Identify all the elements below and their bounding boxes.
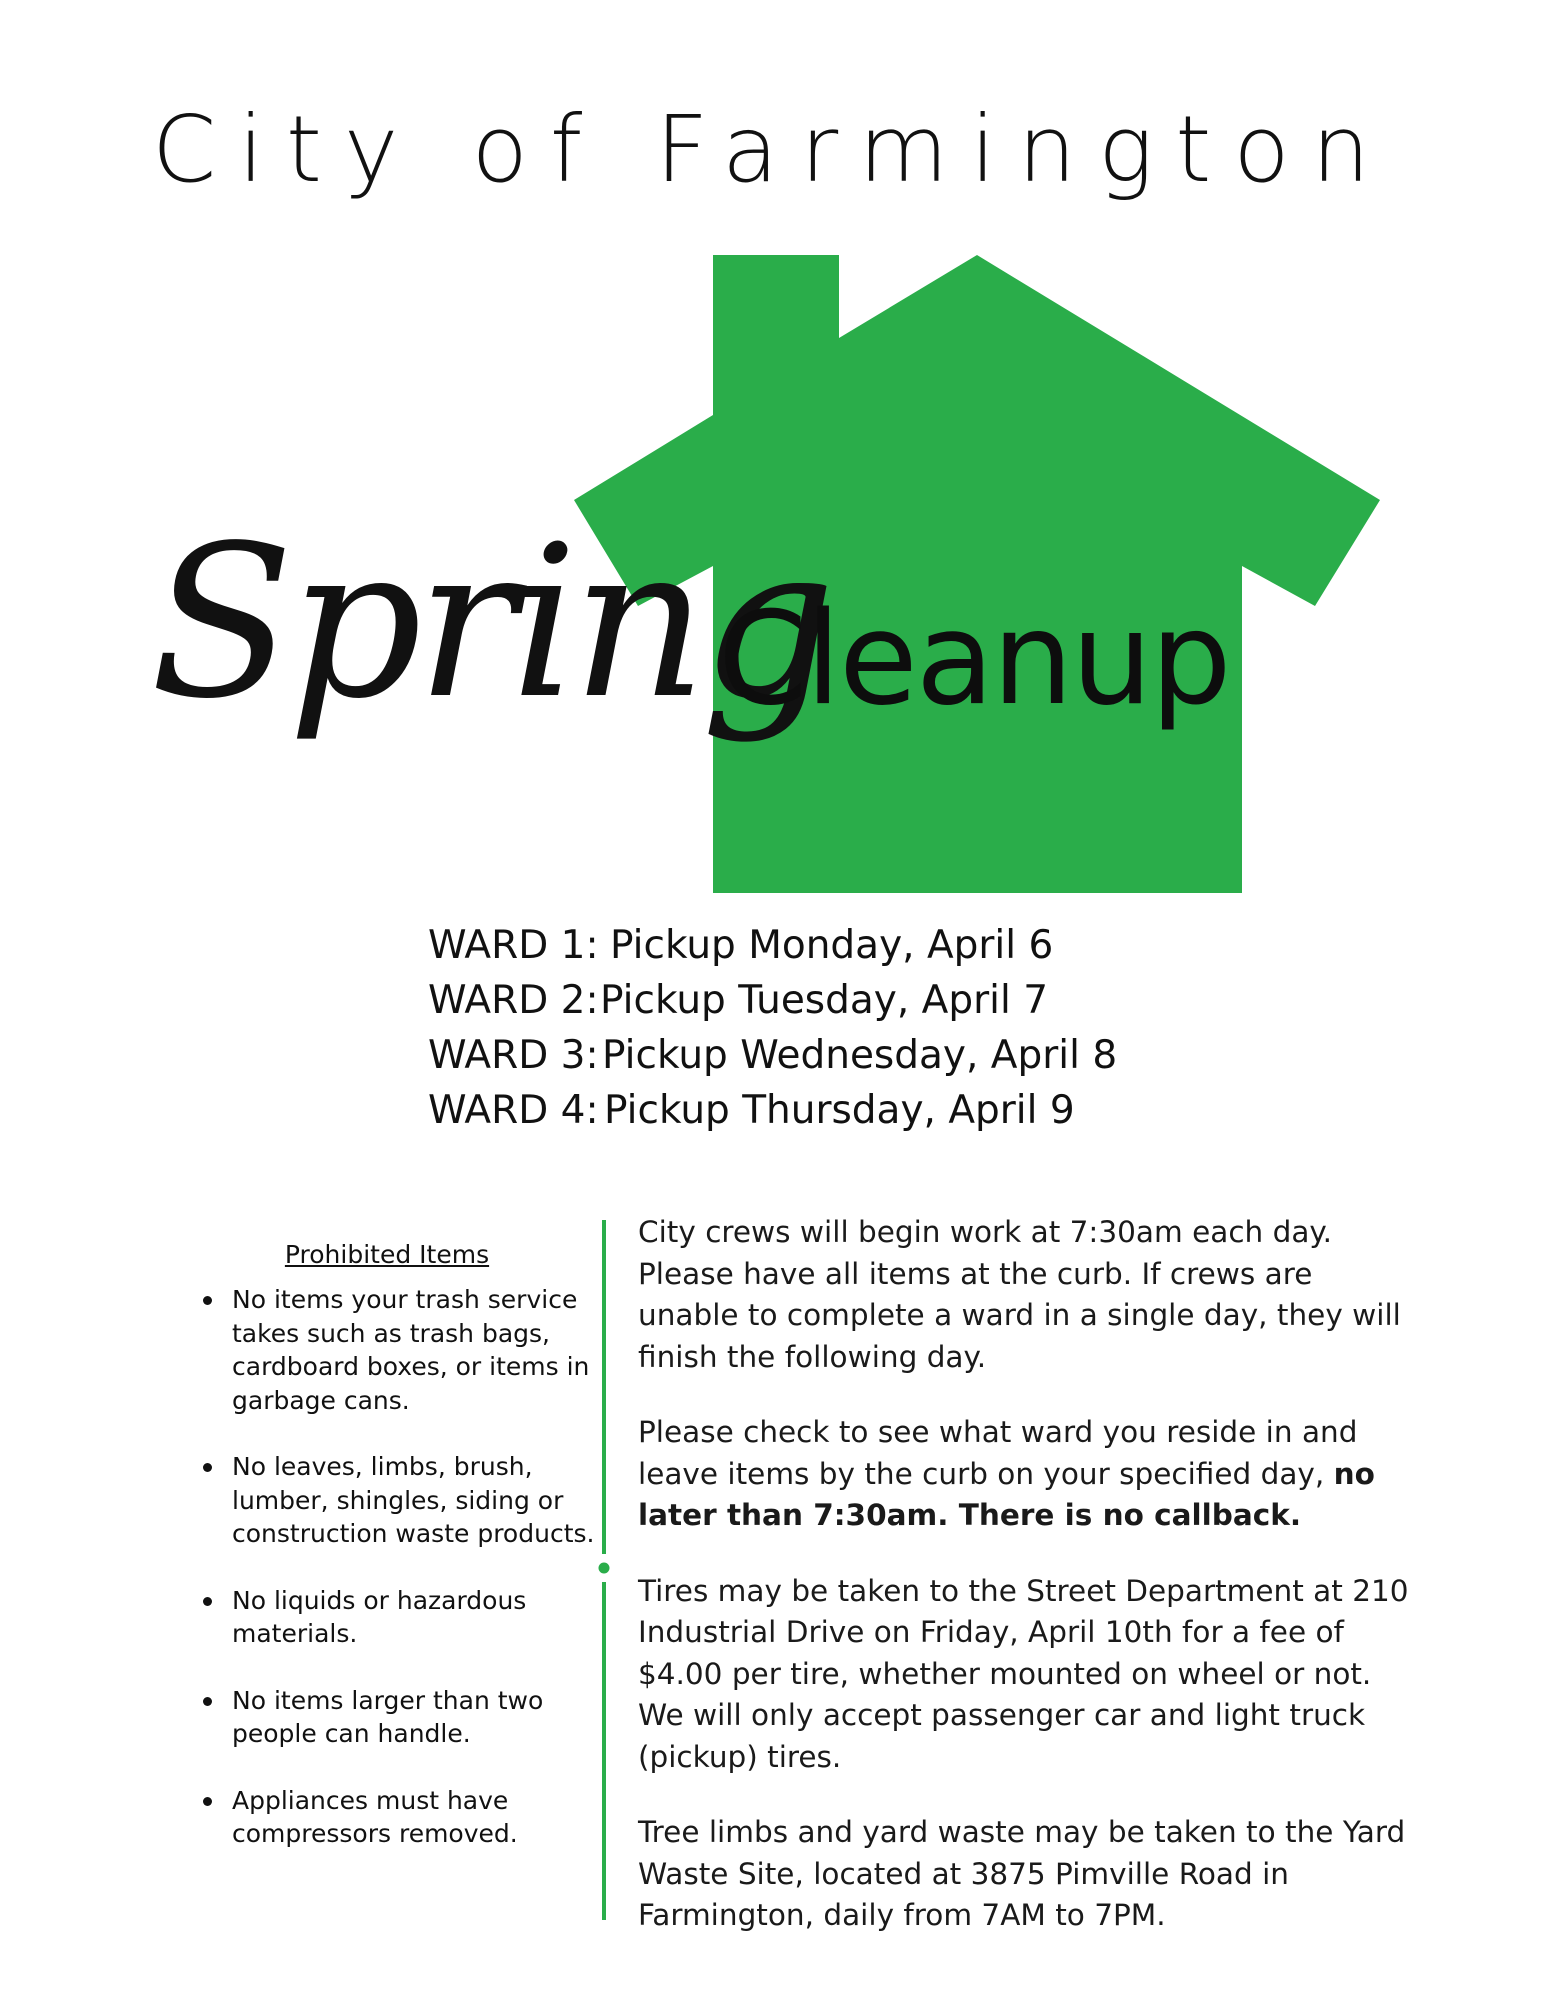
ward-pickup-day: Pickup Wednesday, April 8 — [602, 1033, 1118, 1078]
divider-dot — [599, 1563, 610, 1574]
list-item: No items your trash service takes such as trash bags, cardboard boxes, or items in garbage cans. — [232, 1283, 596, 1417]
pickup-information — [638, 1212, 1418, 1971]
spring-script-heading: Spring — [150, 500, 830, 745]
info-paragraph-ward: Please check to see what ward you reside in and leave items by the curb on your specified day, no later than 7:30am. There is no callback. — [638, 1415, 1375, 1532]
ward-schedule — [428, 918, 1117, 1138]
list-item: Appliances must have compressors removed. — [232, 1784, 596, 1851]
list-item: No leaves, limbs, brush, lumber, shingles, siding or construction waste products. — [232, 1450, 596, 1551]
info-paragraph-tires: Tires may be taken to the Street Department at 210 Industrial Drive on Friday, April 10th for a fee of $4.00 per tire, whether mounted on wheel or not. We will only accept passenger car and light truck (pickup) tires. — [638, 1573, 1409, 1774]
ward-pickup-day: Pickup Monday, April 6 — [610, 923, 1054, 968]
list-item: No liquids or hazardous materials. — [232, 1584, 596, 1651]
ward-row-3 — [428, 1028, 1117, 1083]
info-paragraph-yard-waste: Tree limbs and yard waste may be taken to the Yard Waste Site, located at 3875 Pimville Road in Farmington, daily from 7AM to 7PM. — [638, 1815, 1406, 1932]
prohibited-list — [196, 1283, 596, 1851]
bullet-icon — [203, 1797, 212, 1806]
ward-label: WARD 4: — [428, 1088, 599, 1133]
prohibited-items-section — [196, 1240, 596, 1884]
deadline-notice: no later than 7:30am. There is no callback. — [638, 1456, 1375, 1532]
ward-row-2 — [428, 973, 1117, 1028]
ward-pickup-day: Pickup Tuesday, April 7 — [600, 978, 1049, 1023]
page-title: City of Farmington — [152, 96, 1392, 203]
ward-pickup-day: Pickup Thursday, April 9 — [604, 1088, 1075, 1133]
ward-label: WARD 3: — [428, 1033, 599, 1078]
ward-label: WARD 2: — [428, 978, 599, 1023]
bullet-icon — [203, 1296, 212, 1305]
ward-row-4 — [428, 1083, 1117, 1138]
prohibited-heading: Prohibited Items — [284, 1240, 490, 1269]
house-graphic — [0, 0, 1544, 900]
cleanup-heading: Cleanup — [718, 585, 1230, 734]
bullet-icon — [203, 1463, 212, 1472]
list-item: No items larger than two people can handle. — [232, 1684, 596, 1751]
bullet-icon — [203, 1597, 212, 1606]
ward-label: WARD 1: — [428, 923, 599, 968]
vertical-divider — [598, 1220, 610, 1920]
bullet-icon — [203, 1697, 212, 1706]
info-paragraph-crews: City crews will begin work at 7:30am each day. Please have all items at the curb. If crews are unable to complete a ward in a single day, they will finish the following day. — [638, 1215, 1401, 1374]
ward-row-1 — [428, 918, 1117, 973]
